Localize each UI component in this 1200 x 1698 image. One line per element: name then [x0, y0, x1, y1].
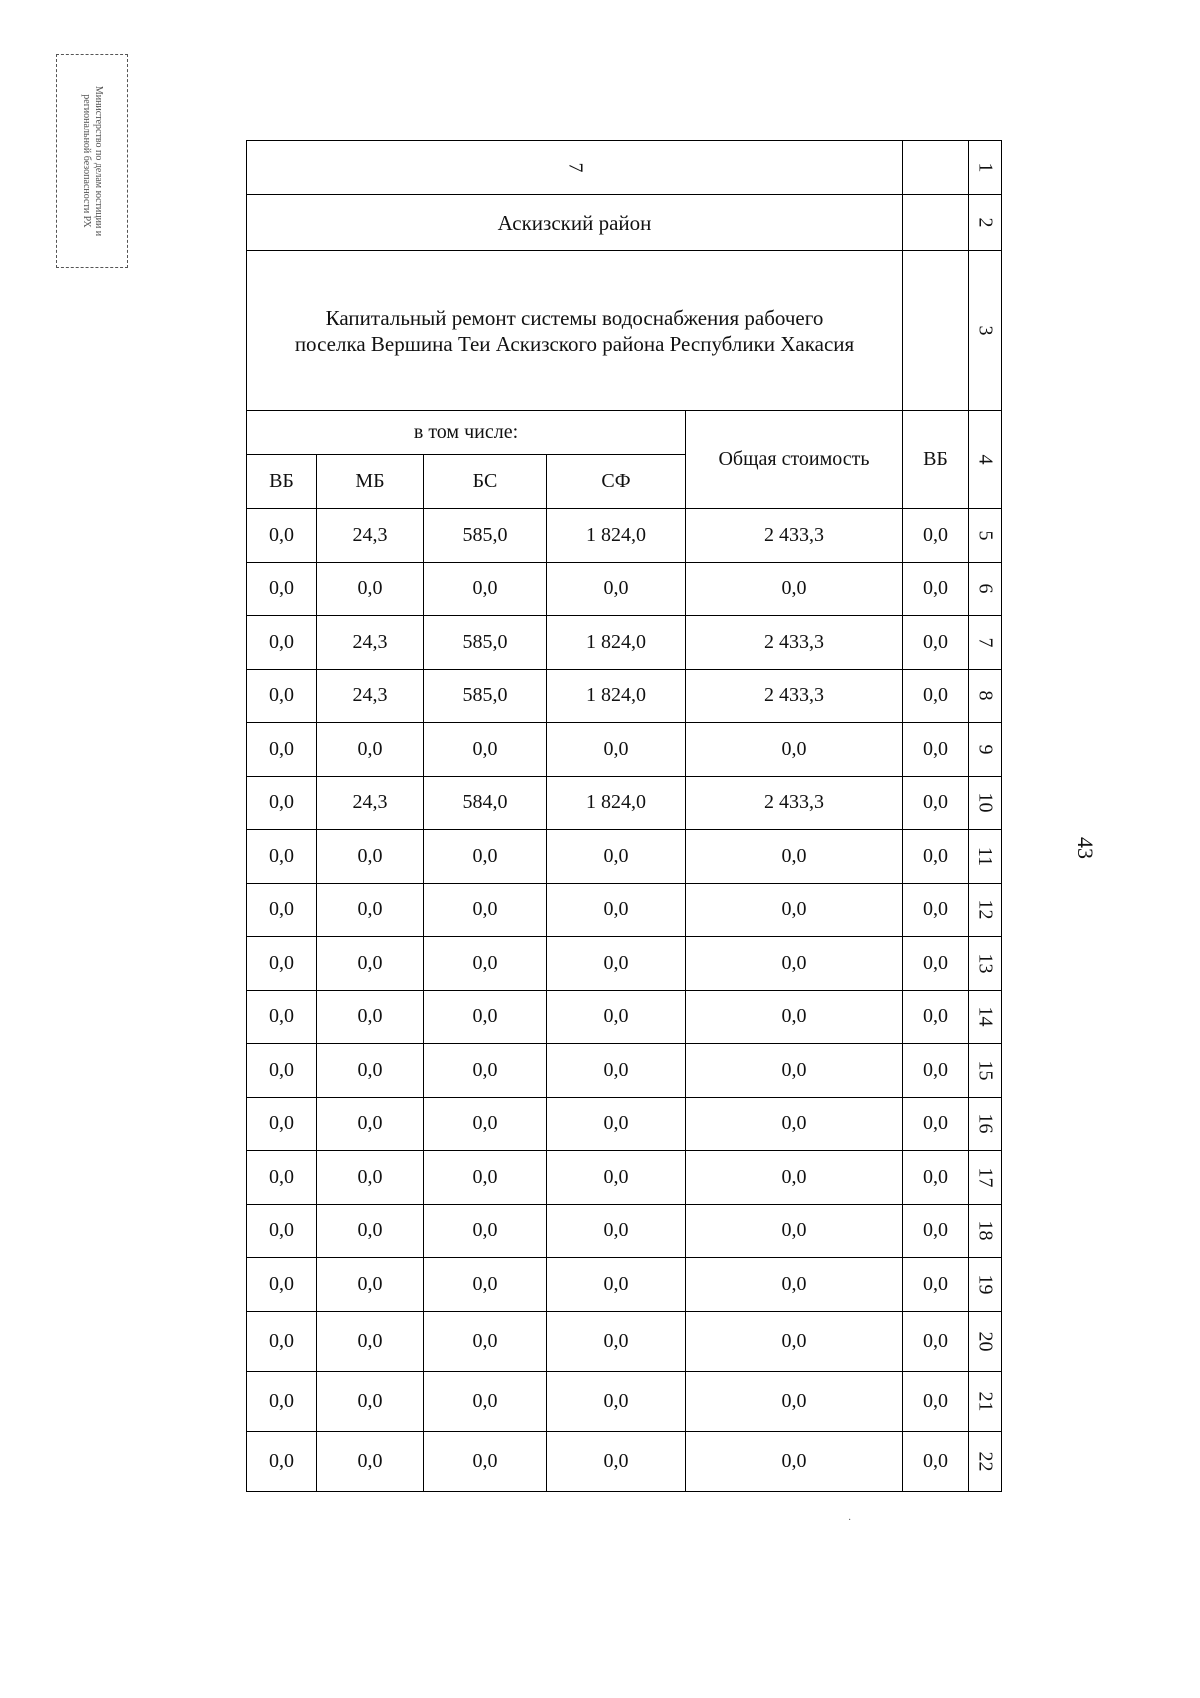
vb-cell: 0,0 [247, 1258, 317, 1312]
vb-right-cell: 0,0 [903, 883, 969, 937]
row-number-cell [969, 195, 1002, 251]
vb-cell: 0,0 [247, 776, 317, 830]
bs-cell: 0,0 [424, 1371, 547, 1431]
row-number: 3 [974, 325, 997, 336]
vb-right-cell: 0,0 [903, 669, 969, 723]
row-number: 12 [974, 899, 997, 920]
table-row [247, 1431, 1002, 1491]
vb-cell: 0,0 [247, 616, 317, 670]
table-row [247, 723, 1002, 777]
table-row [247, 1371, 1002, 1431]
row-number: 8 [974, 690, 997, 701]
vb-cell: 0,0 [247, 562, 317, 616]
header-row-3 [247, 251, 1002, 411]
vb-cell: 0,0 [247, 937, 317, 991]
sf-cell: 0,0 [547, 1431, 686, 1491]
row-number: 20 [974, 1331, 997, 1351]
row-number-cell [969, 1151, 1002, 1205]
page-number: 43 [1073, 837, 1098, 859]
mb-cell: 0,0 [317, 1097, 424, 1151]
sf-cell: 1 824,0 [547, 509, 686, 563]
sf-cell: 0,0 [547, 1258, 686, 1312]
total-cost-cell: 2 433,3 [686, 616, 903, 670]
table-row [247, 509, 1002, 563]
table-row [247, 1311, 1002, 1371]
vb-cell: 0,0 [247, 509, 317, 563]
vb-right-cell: 0,0 [903, 1151, 969, 1205]
row-number-cell [969, 616, 1002, 670]
row-number-cell [969, 251, 1002, 411]
row-number-cell [969, 1097, 1002, 1151]
bs-cell: 0,0 [424, 1431, 547, 1491]
total-cost-cell: 2 433,3 [686, 776, 903, 830]
row-number-cell [969, 141, 1002, 195]
mb-cell: 24,3 [317, 776, 424, 830]
table-row [247, 669, 1002, 723]
mb-cell: 0,0 [317, 1311, 424, 1371]
table-row [247, 990, 1002, 1044]
header-row-1 [247, 141, 1002, 195]
row-number: 21 [974, 1391, 997, 1411]
row-number: 7 [974, 637, 997, 648]
total-cost-cell: 0,0 [686, 1097, 903, 1151]
mb-cell: 0,0 [317, 883, 424, 937]
vb-right-cell: 0,0 [903, 1258, 969, 1312]
mb-header: МБ [317, 455, 424, 509]
mb-cell: 0,0 [317, 1044, 424, 1098]
total-cost-cell: 0,0 [686, 883, 903, 937]
row-number: 15 [974, 1060, 997, 1081]
bs-cell: 0,0 [424, 1044, 547, 1098]
row-number-cell [969, 1204, 1002, 1258]
row-number-cell [969, 669, 1002, 723]
total-cost-cell: 0,0 [686, 1371, 903, 1431]
bs-cell: 0,0 [424, 1151, 547, 1205]
scan-speck: · [848, 1515, 852, 1526]
row-number-cell [969, 562, 1002, 616]
vb-cell: 0,0 [247, 1044, 317, 1098]
vb-cell: 0,0 [247, 1431, 317, 1491]
row-number-cell [969, 723, 1002, 777]
bs-cell: 0,0 [424, 1097, 547, 1151]
including-label: в том числе: [247, 411, 686, 455]
mb-cell: 0,0 [317, 723, 424, 777]
total-cost-cell: 0,0 [686, 830, 903, 884]
bs-cell: 0,0 [424, 830, 547, 884]
column-number-cell [247, 141, 903, 195]
sf-cell: 0,0 [547, 1204, 686, 1258]
row-number-cell [969, 509, 1002, 563]
total-cost-cell: 0,0 [686, 990, 903, 1044]
table-row [247, 937, 1002, 991]
row-number-cell [969, 1311, 1002, 1371]
vb-right-cell: 0,0 [903, 776, 969, 830]
project-title-text: Капитальный ремонт системы водоснабжения рабочего поселка Вершина Теи Аскизского района Республики Хакасия [294, 305, 855, 356]
total-cost-cell: 0,0 [686, 562, 903, 616]
bs-cell: 0,0 [424, 1204, 547, 1258]
total-cost-cell: 0,0 [686, 1258, 903, 1312]
vb-cell: 0,0 [247, 1151, 317, 1205]
row-number-cell [969, 776, 1002, 830]
vb-right-header: ВБ [903, 411, 969, 509]
mb-cell: 24,3 [317, 509, 424, 563]
registration-stamp [56, 54, 128, 268]
mb-cell: 0,0 [317, 1371, 424, 1431]
bs-cell: 585,0 [424, 616, 547, 670]
table-row [247, 1097, 1002, 1151]
vb-right-cell: 0,0 [903, 1044, 969, 1098]
row-number: 10 [974, 792, 997, 813]
vb-right-cell: 0,0 [903, 830, 969, 884]
empty-cell [903, 141, 969, 195]
column-number: 7 [564, 162, 586, 173]
vb-cell: 0,0 [247, 723, 317, 777]
vb-header: ВБ [247, 455, 317, 509]
bs-cell: 0,0 [424, 883, 547, 937]
empty-cell [903, 251, 969, 411]
mb-cell: 0,0 [317, 830, 424, 884]
row-number: 19 [974, 1274, 997, 1295]
mb-cell: 0,0 [317, 1431, 424, 1491]
table-row [247, 1258, 1002, 1312]
table-row [247, 883, 1002, 937]
total-cost-cell: 0,0 [686, 937, 903, 991]
total-cost-cell: 0,0 [686, 1311, 903, 1371]
bs-cell: 0,0 [424, 990, 547, 1044]
mb-cell: 0,0 [317, 1151, 424, 1205]
bs-header: БС [424, 455, 547, 509]
vb-right-cell: 0,0 [903, 562, 969, 616]
project-title [247, 251, 903, 411]
row-number: 5 [974, 530, 997, 541]
sf-header: СФ [547, 455, 686, 509]
vb-cell: 0,0 [247, 830, 317, 884]
sf-cell: 0,0 [547, 883, 686, 937]
sf-cell: 0,0 [547, 1044, 686, 1098]
total-cost-header: Общая стоимость [686, 411, 903, 509]
row-number-cell [969, 1431, 1002, 1491]
row-number: 18 [974, 1220, 997, 1241]
sf-cell: 0,0 [547, 1371, 686, 1431]
total-cost-cell: 0,0 [686, 1431, 903, 1491]
table-row [247, 830, 1002, 884]
vb-cell: 0,0 [247, 1371, 317, 1431]
header-row-2 [247, 195, 1002, 251]
sf-cell: 0,0 [547, 990, 686, 1044]
vb-cell: 0,0 [247, 1204, 317, 1258]
table-row [247, 616, 1002, 670]
bs-cell: 585,0 [424, 669, 547, 723]
bs-cell: 0,0 [424, 562, 547, 616]
mb-cell: 0,0 [317, 937, 424, 991]
table-row [247, 562, 1002, 616]
sf-cell: 1 824,0 [547, 776, 686, 830]
row-number: 22 [974, 1451, 997, 1471]
table-row [247, 1044, 1002, 1098]
bs-cell: 0,0 [424, 723, 547, 777]
mb-cell: 0,0 [317, 1258, 424, 1312]
table-row [247, 776, 1002, 830]
sf-cell: 0,0 [547, 1097, 686, 1151]
row-number: 9 [974, 744, 997, 755]
row-number: 17 [974, 1167, 997, 1188]
vb-right-cell: 0,0 [903, 616, 969, 670]
vb-right-cell: 0,0 [903, 509, 969, 563]
vb-right-cell: 0,0 [903, 1204, 969, 1258]
sf-cell: 0,0 [547, 937, 686, 991]
vb-cell: 0,0 [247, 1311, 317, 1371]
bs-cell: 585,0 [424, 509, 547, 563]
row-number: 2 [974, 217, 997, 228]
total-cost-cell: 0,0 [686, 1204, 903, 1258]
row-number-cell [969, 1258, 1002, 1312]
sf-cell: 0,0 [547, 1311, 686, 1371]
vb-cell: 0,0 [247, 883, 317, 937]
row-number-cell [969, 883, 1002, 937]
row-number-cell [969, 990, 1002, 1044]
bs-cell: 0,0 [424, 937, 547, 991]
vb-right-cell: 0,0 [903, 1371, 969, 1431]
bs-cell: 584,0 [424, 776, 547, 830]
row-number: 13 [974, 953, 997, 974]
row-number: 1 [974, 162, 997, 173]
total-cost-cell: 0,0 [686, 1151, 903, 1205]
row-number-cell [969, 830, 1002, 884]
vb-right-cell: 0,0 [903, 1311, 969, 1371]
empty-cell [903, 195, 969, 251]
table-row [247, 1204, 1002, 1258]
vb-cell: 0,0 [247, 1097, 317, 1151]
sf-cell: 0,0 [547, 723, 686, 777]
mb-cell: 0,0 [317, 562, 424, 616]
row-number-cell [969, 937, 1002, 991]
row-number-cell [969, 1371, 1002, 1431]
vb-cell: 0,0 [247, 990, 317, 1044]
bs-cell: 0,0 [424, 1258, 547, 1312]
mb-cell: 0,0 [317, 1204, 424, 1258]
vb-right-cell: 0,0 [903, 1097, 969, 1151]
row-number-cell [969, 411, 1002, 509]
vb-right-cell: 0,0 [903, 990, 969, 1044]
district-name: Аскизский район [247, 195, 903, 251]
row-number: 6 [974, 583, 997, 594]
vb-cell: 0,0 [247, 669, 317, 723]
bs-cell: 0,0 [424, 1311, 547, 1371]
sf-cell: 0,0 [547, 1151, 686, 1205]
vb-right-cell: 0,0 [903, 1431, 969, 1491]
row-number: 4 [974, 454, 997, 465]
sf-cell: 0,0 [547, 830, 686, 884]
total-cost-cell: 2 433,3 [686, 509, 903, 563]
row-number-cell [969, 1044, 1002, 1098]
sf-cell: 1 824,0 [547, 669, 686, 723]
vb-right-cell: 0,0 [903, 937, 969, 991]
vb-right-cell: 0,0 [903, 723, 969, 777]
mb-cell: 24,3 [317, 669, 424, 723]
sf-cell: 1 824,0 [547, 616, 686, 670]
row-number: 14 [974, 1006, 997, 1027]
mb-cell: 0,0 [317, 990, 424, 1044]
row-number: 11 [974, 846, 997, 866]
total-cost-cell: 0,0 [686, 1044, 903, 1098]
row-number: 16 [974, 1113, 997, 1134]
total-cost-cell: 0,0 [686, 723, 903, 777]
sf-cell: 0,0 [547, 562, 686, 616]
budget-table [246, 140, 1002, 1492]
table-row [247, 1151, 1002, 1205]
mb-cell: 24,3 [317, 616, 424, 670]
header-row-4a [247, 411, 1002, 455]
stamp-text: Министерство по делам юстиции и региональной безопасности РХ [81, 85, 104, 237]
total-cost-cell: 2 433,3 [686, 669, 903, 723]
